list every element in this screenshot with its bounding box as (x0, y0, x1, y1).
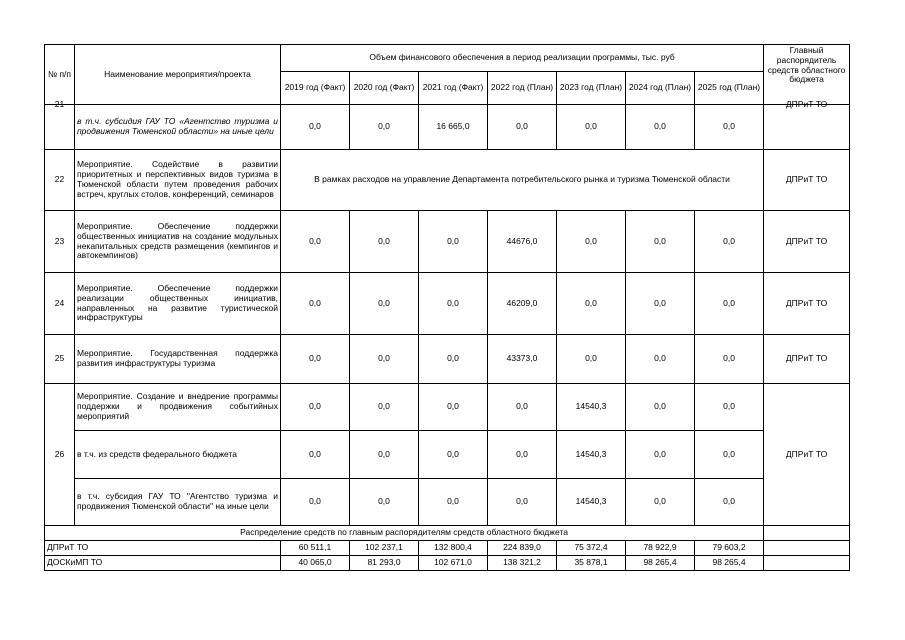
cell-value: 0,0 (557, 105, 626, 150)
row-name: в т.ч. субсидия ГАУ ТО «Агентство туризма и продвижения Тюменской области» на иные цели (75, 105, 281, 150)
row-main: ДПРиТ ТО (764, 335, 850, 384)
cell-value: 0,0 (419, 273, 488, 335)
cell-value: 35 878,1 (557, 556, 626, 571)
cell-value: 0,0 (419, 479, 488, 526)
cell-value: 0,0 (626, 273, 695, 335)
row-name: в т.ч. субсидия ГАУ ТО "Агентство туризма и продвижения Тюменской области" на иные цели (75, 479, 281, 526)
cell-value: 0,0 (488, 384, 557, 431)
row-main: ДПРиТ ТО (764, 384, 850, 526)
cell-value: 138 321,2 (488, 556, 557, 571)
row-main: ДПРиТ ТО (764, 273, 850, 335)
cell-value: 0,0 (695, 211, 764, 273)
header-main: Главный распорядитель средств областного бюджета (764, 45, 850, 105)
empty-cell (764, 556, 850, 571)
row-num: 24 (45, 273, 75, 335)
row-num: 22 (45, 150, 75, 211)
distribution-title: Распределение средств по главным распорядителям средств областного бюджета (45, 526, 764, 541)
cell-value: 0,0 (281, 105, 350, 150)
table-row (45, 479, 850, 526)
cell-value: 0,0 (281, 335, 350, 384)
row-name: Мероприятие. Обеспечение поддержки реализации общественных инициатив, направленных на развитие туристической инфраструктуры (75, 273, 281, 335)
row-num: 23 (45, 211, 75, 273)
cell-value: 0,0 (488, 431, 557, 479)
header-year: 2023 год (План) (557, 72, 626, 105)
table-row (45, 211, 850, 273)
table-row (45, 150, 850, 211)
header-num: № п/п (45, 45, 75, 105)
cell-value: 79 603,2 (695, 541, 764, 556)
distribution-name: ДПРиТ ТО (45, 541, 281, 556)
row-main-text: ДПРиТ ТО (785, 99, 828, 109)
cell-value: 0,0 (626, 105, 695, 150)
cell-value: 40 065,0 (281, 556, 350, 571)
distribution-row (45, 556, 850, 571)
cell-value: 132 800,4 (419, 541, 488, 556)
cell-value: 98 265,4 (695, 556, 764, 571)
table-row (45, 335, 850, 384)
distribution-row (45, 541, 850, 556)
cell-value: 14540,3 (557, 479, 626, 526)
cell-value: 0,0 (488, 105, 557, 150)
cell-value: 16 665,0 (419, 105, 488, 150)
header-volume: Объем финансового обеспечения в период реализации программы, тыс. руб (281, 45, 764, 72)
row-num: 25 (45, 335, 75, 384)
cell-value: 14540,3 (557, 384, 626, 431)
row-num: 26 (45, 384, 75, 526)
header-year: 2020 год (Факт) (350, 72, 419, 105)
cell-value: 14540,3 (557, 431, 626, 479)
distribution-name: ДОСКиМП ТО (45, 556, 281, 571)
header-year: 2024 год (План) (626, 72, 695, 105)
row-main: ДПРиТ ТО (764, 211, 850, 273)
header-year: 2021 год (Факт) (419, 72, 488, 105)
cell-value: 0,0 (626, 335, 695, 384)
cell-value: 0,0 (281, 479, 350, 526)
row-name: Мероприятие. Обеспечение поддержки общественных инициатив на создание модульных некапитальных средств размещения (кемпингов и автокемпингов) (75, 211, 281, 273)
cell-value: 43373,0 (488, 335, 557, 384)
cell-value: 75 372,4 (557, 541, 626, 556)
cell-value: 0,0 (557, 211, 626, 273)
cell-value: 0,0 (350, 105, 419, 150)
cell-value: 0,0 (350, 273, 419, 335)
cell-value: 0,0 (419, 211, 488, 273)
cell-value: 78 922,9 (626, 541, 695, 556)
cell-value: 0,0 (350, 335, 419, 384)
cell-value: 0,0 (350, 431, 419, 479)
table-row (45, 384, 850, 431)
cell-value: 224 839,0 (488, 541, 557, 556)
cell-value: 0,0 (695, 105, 764, 150)
table-row (45, 105, 850, 150)
header-year: 2025 год (План) (695, 72, 764, 105)
row-merged-note: В рамках расходов на управление Департамента потребительского рынка и туризма Тюменской области (281, 150, 764, 211)
cell-value: 0,0 (488, 479, 557, 526)
cell-value: 0,0 (695, 335, 764, 384)
cell-value: 0,0 (419, 431, 488, 479)
budget-table (44, 44, 850, 571)
cell-value: 0,0 (350, 384, 419, 431)
cell-value: 44676,0 (488, 211, 557, 273)
table-row (45, 273, 850, 335)
cell-value: 0,0 (626, 479, 695, 526)
cell-value: 0,0 (281, 273, 350, 335)
row-name: Мероприятие. Государственная поддержка развития инфраструктуры туризма (75, 335, 281, 384)
table-row (45, 431, 850, 479)
cell-value: 0,0 (281, 384, 350, 431)
cell-value: 102 237,1 (350, 541, 419, 556)
cell-value: 0,0 (626, 211, 695, 273)
cell-value: 0,0 (557, 273, 626, 335)
row-name: Мероприятие. Содействие в развитии приоритетных и перспективных видов туризма в Тюменской области путем проведения рабочих встреч, круглых столов, конференций, семинаров (75, 150, 281, 211)
header-year: 2019 год (Факт) (281, 72, 350, 105)
cell-value: 0,0 (626, 431, 695, 479)
cell-value: 60 511,1 (281, 541, 350, 556)
cell-value: 0,0 (350, 211, 419, 273)
row-main (764, 99, 850, 150)
cell-value: 0,0 (419, 384, 488, 431)
distribution-title-row (45, 526, 850, 541)
cell-value: 0,0 (419, 335, 488, 384)
row-main: ДПРиТ ТО (764, 150, 850, 211)
cell-value: 0,0 (695, 431, 764, 479)
cell-value: 0,0 (281, 211, 350, 273)
row-name: Мероприятие. Создание и внедрение программы поддержки и продвижения событийных мероприятий (75, 384, 281, 431)
empty-cell (764, 526, 850, 541)
cell-value: 0,0 (557, 335, 626, 384)
empty-cell (764, 541, 850, 556)
row-name: в т.ч. из средств федерального бюджета (75, 431, 281, 479)
row-num-text: 21 (54, 99, 65, 109)
cell-value: 98 265,4 (626, 556, 695, 571)
row-num (45, 99, 75, 150)
header-row (45, 45, 850, 72)
header-name: Наименование мероприятия/проекта (75, 45, 281, 105)
cell-value: 102 671,0 (419, 556, 488, 571)
header-year: 2022 год (План) (488, 72, 557, 105)
cell-value: 46209,0 (488, 273, 557, 335)
cell-value: 81 293,0 (350, 556, 419, 571)
cell-value: 0,0 (695, 384, 764, 431)
cell-value: 0,0 (350, 479, 419, 526)
cell-value: 0,0 (626, 384, 695, 431)
cell-value: 0,0 (695, 479, 764, 526)
cell-value: 0,0 (281, 431, 350, 479)
cell-value: 0,0 (695, 273, 764, 335)
